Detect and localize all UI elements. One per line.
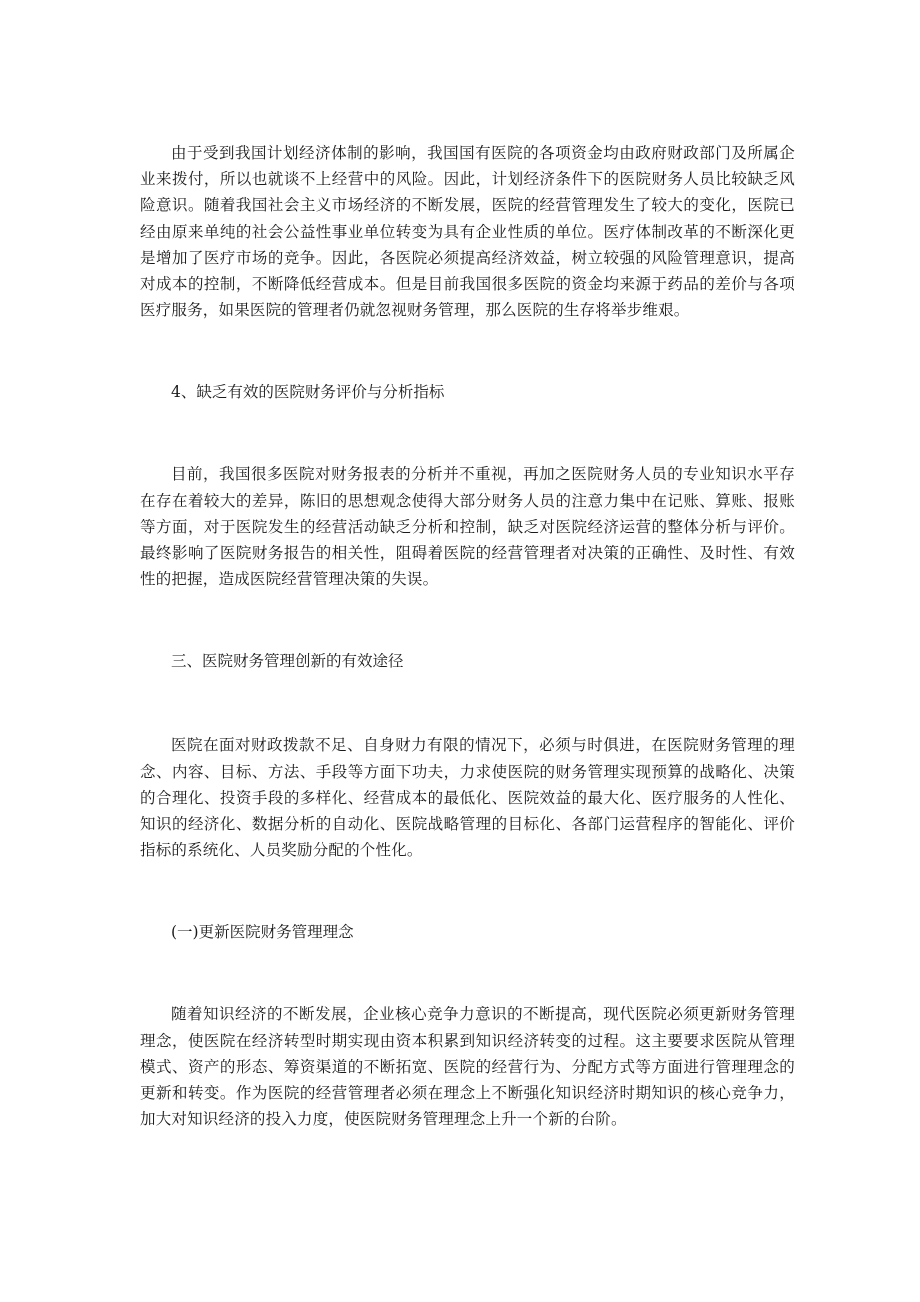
- spacer: [140, 405, 795, 461]
- section-heading-3: 三、医院财务管理创新的有效途径: [171, 652, 404, 671]
- paragraph-risk-awareness: 由于受到我国计划经济体制的影响，我国国有医院的各项资金均由政府财政部门及所属企业来拨付，所以也就谈不上经营中的风险。因此，计划经济条件下的医院财务人员比较缺乏风险意识。随着我国社会主义市场经济的不断发展，医院的经营管理发生了较大的变化，医院已经由原来单纯的社会公益性事业单位转变为具有企业性质的单位。医疗体制改革的不断深化更是增加了医疗市场的竞争。因此，各医院必须提高经济效益，树立较强的风险管理意识，提高对成本的控制，不断降低经营成本。但是目前我国很多医院的资金均来源于药品的差价与各项医疗服务，如果医院的管理者仍就忽视财务管理，那么医院的生存将举步维艰。: [140, 144, 795, 320]
- paragraph-innovation-approaches: 医院在面对财政拨款不足、自身财力有限的情况下，必须与时俱进，在医院财务管理的理念、内容、目标、方法、手段等方面下功夫，力求使医院的财务管理实现预算的战略化、决策的合理化、投资手段的多样化、经营成本的最低化、医院效益的最大化、医疗服务的人性化、知识的经济化、数据分析的自动化、医院战略管理的目标化、各部门运营程序的智能化、评价指标的系统化、人员奖励分配的个性化。: [140, 736, 795, 860]
- paragraph-update-concept: 随着知识经济的不断发展，企业核心竞争力意识的不断提高，现代医院必须更新财务管理理念，使医院在经济转型时期实现由资本积累到知识经济转变的过程。这主要要求医院从管理模式、资产的形态、筹资渠道的不断拓宽、医院的经营行为、分配方式等方面进行管理理念的更新和转变。作为医院的经营管理者必须在理念上不断强化知识经济时期知识的核心竞争力，加大对知识经济的投入力度，使医院财务管理理念上升一个新的台阶。: [140, 1005, 795, 1129]
- document-page: [140, 140, 795, 1132]
- subsection-heading-1: (一)更新医院财务管理理念: [171, 923, 354, 942]
- section-heading-4: 4、缺乏有效的医院财务评价与分析指标: [171, 383, 445, 402]
- spacer: [140, 323, 795, 379]
- spacer: [140, 592, 795, 648]
- spacer: [140, 674, 795, 732]
- paragraph-evaluation-indicators: 目前，我国很多医院对财务报表的分析并不重视，再加之医院财务人员的专业知识水平存在存在着较大的差异，陈旧的思想观念使得大部分财务人员的注意力集中在记账、算账、报账等方面，对于医院发生的经营活动缺乏分析和控制，缺乏对医院经济运营的整体分析与评价。最终影响了医院财务报告的相关性，阻碍着医院的经营管理者对决策的正确性、及时性、有效性的把握，造成医院经营管理决策的失误。: [140, 465, 795, 589]
- spacer: [140, 863, 795, 919]
- spacer: [140, 945, 795, 1001]
